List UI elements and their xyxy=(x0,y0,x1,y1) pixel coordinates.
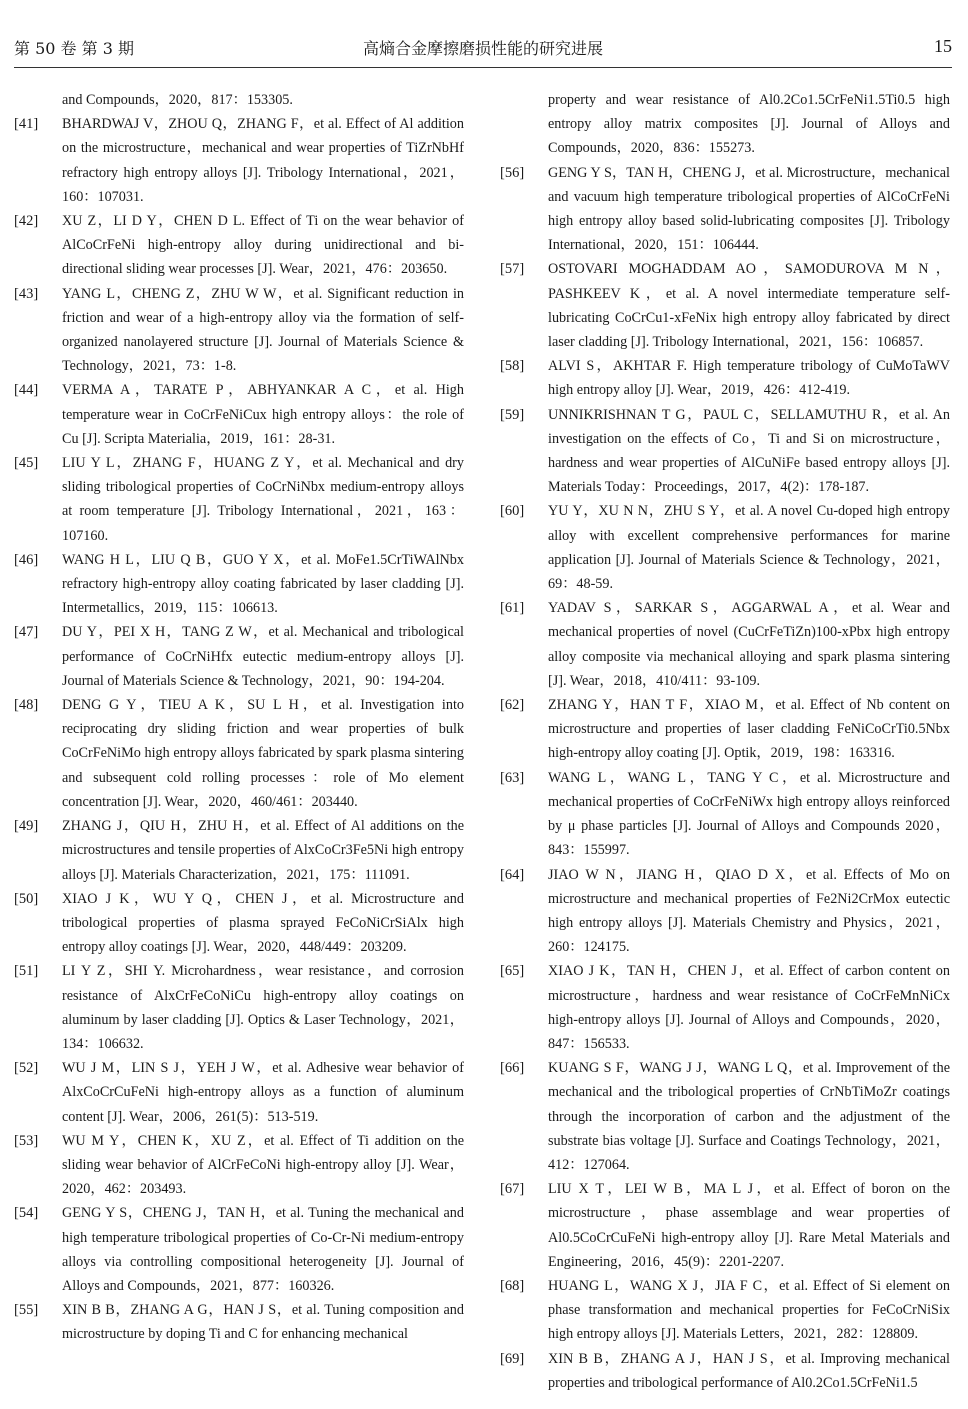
reference-text: VERMA A，TARATE P，ABHYANKAR A C，et al. High temperature wear in CoCrFeNiCux high entropy alloys：the role of Cu [J]. Scripta Materialia，2019，161：28-31. xyxy=(62,382,464,447)
reference-entry xyxy=(14,1056,464,1129)
reference-text: WANG H L，LIU Q B，GUO Y X，et al. MoFe1.5CrTiWAlNbx refractory high-entropy alloy coating fabricated by laser cladding [J]. Intermetallics，2019，115：106613. xyxy=(62,551,464,617)
reference-number: [59] xyxy=(500,406,525,423)
reference-text: YU Y，XU N N，ZHU S Y，et al. A novel Cu-doped high entropy alloy with excellent comprehensive performances for marine application [J]. Journal of Materials Science & Technology，2021，69：48-59. xyxy=(548,503,950,593)
running-header xyxy=(14,36,952,62)
reference-number: [49] xyxy=(14,818,39,835)
reference-number: [46] xyxy=(14,551,39,568)
reference-text: XIN B B，ZHANG A J，HAN J S，et al. Improving mechanical properties and tribological performance of Al0.2Co1.5CrFeNi1.5 xyxy=(548,1350,950,1391)
reference-entry xyxy=(14,209,464,282)
reference-text: GENG Y S，TAN H，CHENG J，et al. Microstructure，mechanical and vacuum high temperature tribological properties of AlCoCrFeNi high entropy alloy based solid-lubricating composites [J]. Tribology International，2020，151：106444. xyxy=(548,164,950,254)
reference-entry xyxy=(14,378,464,451)
reference-entry xyxy=(500,161,950,258)
reference-number: [48] xyxy=(14,697,39,714)
reference-text: BHARDWAJ V，ZHOU Q，ZHANG F，et al. Effect of Al addition on the microstructure，mechanical and wear properties of TiZrNbHf refractory high entropy alloys [J]. Tribology International，2021，160：107031. xyxy=(62,116,464,205)
reference-entry xyxy=(500,1347,950,1395)
reference-entry xyxy=(500,354,950,402)
reference-entry xyxy=(14,451,464,548)
reference-text: YADAV S，SARKAR S，AGGARWAL A，et al. Wear and mechanical properties of novel (CuCrFeTiZn)100-xPbx high entropy alloy composite via mechanical alloying and spark plasma sintering [J]. Wear，2018，410/411：93-109. xyxy=(548,600,950,689)
reference-text: GENG Y S，CHENG J，TAN H，et al. Tuning the mechanical and high temperature tribological properties of Co-Cr-Ni medium-entropy alloys via controlling compositional heterogeneity [J]. Journal of Alloys and Compounds，2021，877：160326. xyxy=(62,1205,464,1294)
left-column xyxy=(14,88,464,1347)
reference-number: [63] xyxy=(500,769,525,786)
reference-number: [66] xyxy=(500,1060,525,1077)
reference-entry xyxy=(500,1274,950,1347)
reference-text: DENG G Y，TIEU A K，SU L H，et al. Investigation into reciprocating dry sliding friction and wear properties of bulk CoCrFeNiMo high entropy alloys fabricated by spark plasma sintering and subsequent cold rolling processes：role of Mo element concentration [J]. Wear，2020，460/461：203440. xyxy=(62,697,464,810)
page-number: 15 xyxy=(934,36,952,56)
reference-number: [67] xyxy=(500,1181,525,1198)
reference-number: [44] xyxy=(14,382,39,399)
reference-text: KUANG S F，WANG J J，WANG L Q，et al. Improvement of the mechanical and the tribological properties of CrNbTiMoZr coatings through the incorporation of carbon and the adjustment of the substrate bias voltage [J]. Surface and Coatings Technology，2021，412：127064. xyxy=(548,1060,950,1173)
reference-number: [43] xyxy=(14,285,39,302)
journal-volume-issue: 第 50 卷 第 3 期 xyxy=(14,39,134,58)
reference-number: [52] xyxy=(14,1060,39,1077)
reference-text: ZHANG J，QIU H，ZHU H，et al. Effect of Al additions on the microstructures and tensile properties of AlxCoCr3Fe5Ni high entropy alloys [J]. Materials Characterization，2021，175：111091. xyxy=(62,818,464,883)
reference-number: [53] xyxy=(14,1132,39,1149)
reference-entry xyxy=(500,1177,950,1274)
reference-entry xyxy=(500,863,950,960)
reference-number: [55] xyxy=(14,1302,39,1319)
reference-entry xyxy=(14,693,464,814)
reference-text: ALVI S，AKHTAR F. High temperature tribology of CuMoTaWV high entropy alloy [J]. Wear，2019，426：412-419. xyxy=(548,358,950,399)
reference-number: [41] xyxy=(14,116,39,133)
reference-entry xyxy=(14,1129,464,1202)
reference-number: [47] xyxy=(14,624,39,641)
reference-text: LI Y Z，SHI Y. Microhardness，wear resistance，and corrosion resistance of AlxCrFeCoNiCu high-entropy alloy coatings on aluminum by laser cladding [J]. Optics & Laser Technology，2021，134：106632. xyxy=(62,963,464,1052)
reference-text: XIAO J K，TAN H，CHEN J，et al. Effect of carbon content on microstructure，hardness and wear resistance of CoCrFeMnNiCx high-entropy alloys [J]. Journal of Alloys and Compounds，2020，847：156533. xyxy=(548,963,950,1052)
header-rule xyxy=(14,67,952,68)
reference-text: XU Z，LI D Y，CHEN D L. Effect of Ti on the wear behavior of AlCoCrFeNi high-entropy alloy during unidirectional and bi-directional sliding wear processes [J]. Wear，2021，476：203650. xyxy=(62,213,464,278)
reference-number: [62] xyxy=(500,697,525,714)
reference-entry xyxy=(14,282,464,379)
reference-number: [51] xyxy=(14,963,39,980)
reference-text: YANG L，CHENG Z，ZHU W W，et al. Significant reduction in friction and wear of a high-entropy alloy via the formation of self-organized nanolayered structure [J]. Journal of Materials Science & Technology，2021，73：1-8. xyxy=(62,285,464,375)
reference-number: [61] xyxy=(500,600,525,617)
reference-number: [58] xyxy=(500,358,525,375)
reference-number: [65] xyxy=(500,963,525,980)
reference-text: WU M Y，CHEN K，XU Z，et al. Effect of Ti addition on the sliding wear behavior of AlCrFeCoNi high-entropy alloy [J]. Wear，2020，462：203493. xyxy=(62,1132,464,1198)
reference-text: ZHANG Y，HAN T F，XIAO M，et al. Effect of Nb content on microstructure and properties of laser cladding FeNiCoCrTi0.5Nbx high-entropy alloy coating [J]. Optik，2019，198：163316. xyxy=(548,697,950,762)
reference-entry xyxy=(500,499,950,596)
reference-number: [56] xyxy=(500,164,525,181)
reference-text: JIAO W N，JIANG H，QIAO D X，et al. Effects of Mo on microstructure and mechanical properties of Fe2Ni2CrMox eutectic high entropy alloys [J]. Materials Chemistry and Physics，2021，260：124175. xyxy=(548,866,950,956)
reference-entry xyxy=(500,257,950,354)
reference-text: XIAO J K，WU Y Q，CHEN J，et al. Microstructure and tribological properties of plasma sprayed FeCoNiCrSiAlx high entropy alloy coatings [J]. Wear，2020，448/449：203209. xyxy=(62,890,464,956)
reference-continuation xyxy=(14,88,464,112)
right-column xyxy=(500,88,950,1395)
reference-entry xyxy=(14,887,464,960)
reference-entry xyxy=(14,548,464,621)
reference-number: [45] xyxy=(14,455,39,472)
reference-text: HUANG L，WANG X J，JIA F C，et al. Effect of Si element on phase transformation and mechanical properties for FeCoCrNiSix high entropy alloys [J]. Materials Letters，2021，282：128809. xyxy=(548,1277,950,1343)
reference-text: property and wear resistance of Al0.2Co1.5CrFeNi1.5Ti0.5 high entropy alloy matrix composites [J]. Journal of Alloys and Compounds，2020，836：155273. xyxy=(548,92,950,157)
reference-entry xyxy=(14,620,464,693)
reference-entry xyxy=(500,766,950,863)
reference-entry xyxy=(500,1056,950,1177)
reference-text: UNNIKRISHNAN T G，PAUL C，SELLAMUTHU R，et al. An investigation on the effects of Co，Ti and Si on microstructure，hardness and wear properties of AlCuNiFe based entropy alloys [J]. Materials Today：Proceedings，2017，4(2)：178-187. xyxy=(548,406,950,496)
reference-number: [54] xyxy=(14,1205,39,1222)
reference-entry xyxy=(14,1298,464,1346)
reference-text: DU Y，PEI X H，TANG Z W，et al. Mechanical and tribological performance of CoCrNiHfx eutectic medium-entropy alloys [J]. Journal of Materials Science & Technology，2021，90：194-204. xyxy=(62,624,464,689)
running-title: 高熵合金摩擦磨损性能的研究进展 xyxy=(362,39,603,58)
reference-number: [42] xyxy=(14,213,39,230)
reference-entry xyxy=(14,959,464,1056)
reference-entry xyxy=(14,814,464,887)
reference-entry xyxy=(14,1201,464,1298)
reference-number: [64] xyxy=(500,866,525,883)
reference-text: LIU X T，LEI W B，MA L J，et al. Effect of boron on the microstructure，phase assemblage and wear properties of Al0.5CoCrCuFeNi high-entropy alloy [J]. Rare Metal Materials and Engineering，2016，45(9)：2201-2207. xyxy=(548,1181,950,1270)
reference-entry xyxy=(500,693,950,766)
reference-entry xyxy=(500,403,950,500)
reference-text: WU J M，LIN S J，YEH J W，et al. Adhesive wear behavior of AlxCoCrCuFeNi high-entropy alloys as a function of aluminum content [J]. Wear，2006，261(5)：513-519. xyxy=(62,1060,464,1125)
reference-text: WANG L，WANG L，TANG Y C，et al. Microstructure and mechanical properties of CoCrFeNiWx high entropy alloys reinforced by μ phase particles [J]. Journal of Alloys and Compounds 2020，843：155997. xyxy=(548,769,950,859)
reference-continuation xyxy=(500,88,950,161)
reference-number: [50] xyxy=(14,890,39,907)
reference-text: and Compounds，2020，817：153305. xyxy=(62,92,293,108)
reference-number: [69] xyxy=(500,1350,525,1367)
reference-number: [68] xyxy=(500,1277,525,1294)
reference-text: OSTOVARI MOGHADDAM AO，SAMODUROVA M N，PASHKEEV K，et al. A novel intermediate temperature self-lubricating CoCrCu1-xFeNix high entropy alloy fabricated by direct laser cladding [J]. Tribology International，2021，156：106857. xyxy=(548,261,950,351)
reference-entry xyxy=(500,959,950,1056)
reference-entry xyxy=(14,112,464,209)
reference-text: XIN B B，ZHANG A G，HAN J S，et al. Tuning composition and microstructure by doping Ti and C for enhancing mechanical xyxy=(62,1302,464,1343)
reference-number: [57] xyxy=(500,261,525,278)
reference-text: LIU Y L，ZHANG F，HUANG Z Y，et al. Mechanical and dry sliding tribological properties of CoCrNiNbx medium-entropy alloys at room temperature [J]. Tribology International，2021，163：107160. xyxy=(62,455,464,544)
reference-entry xyxy=(500,596,950,693)
reference-number: [60] xyxy=(500,503,525,520)
